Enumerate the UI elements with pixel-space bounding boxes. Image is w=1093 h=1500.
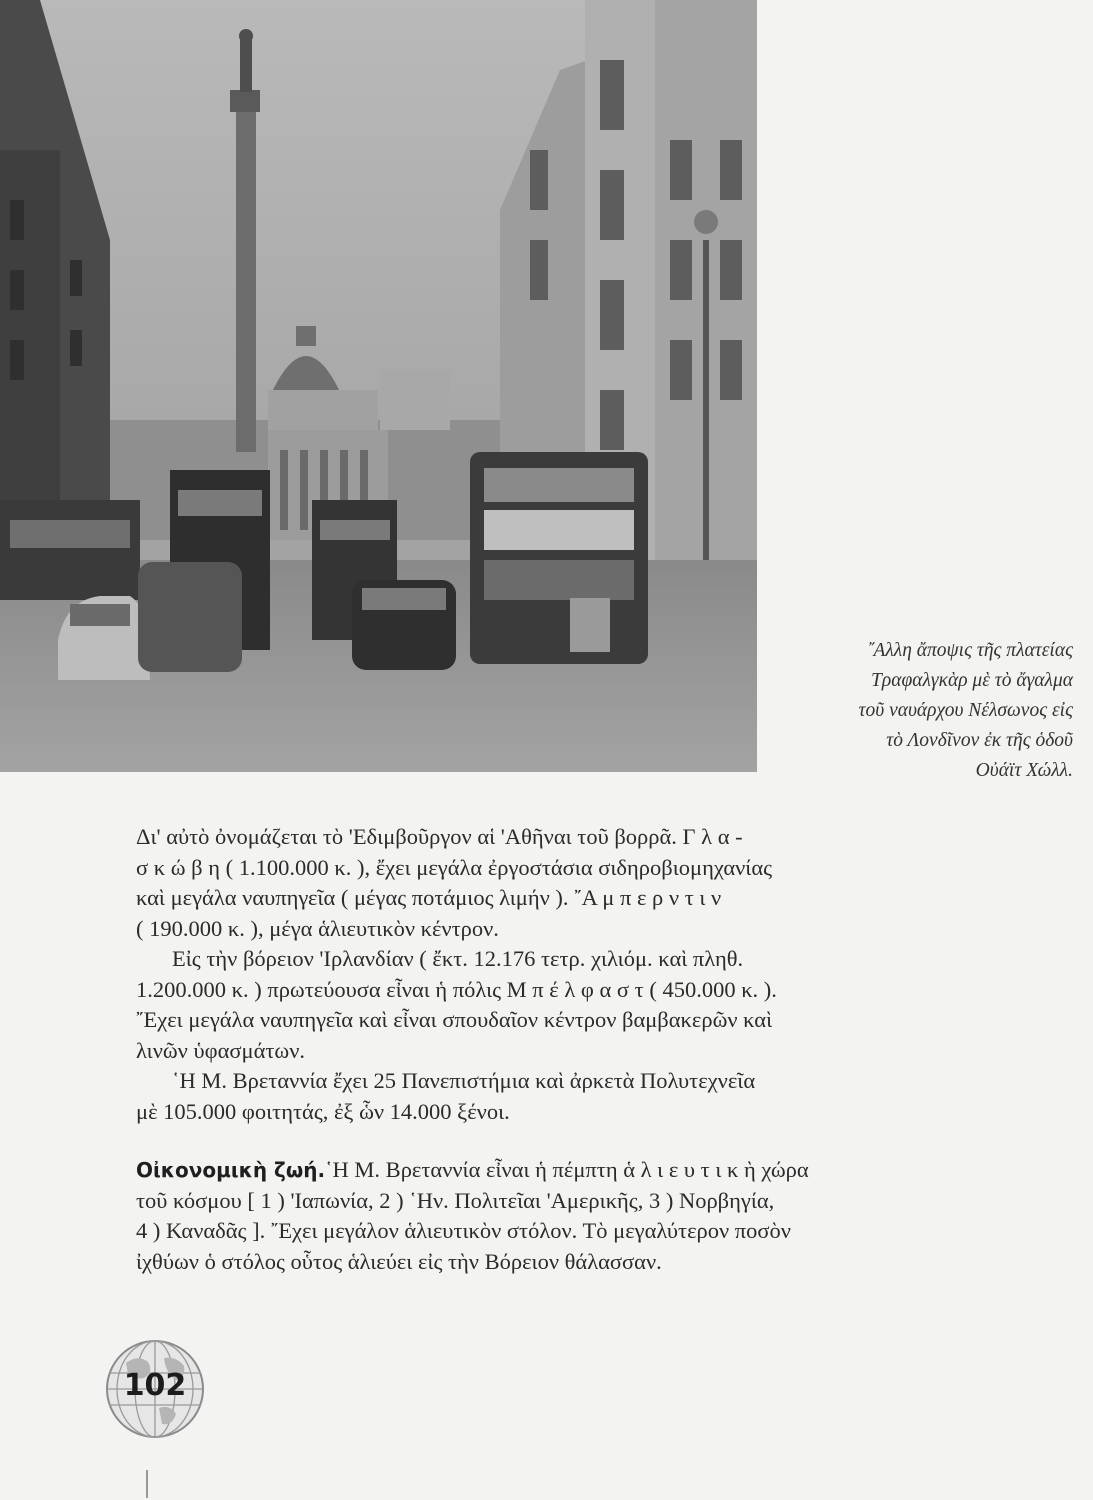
section-line (136, 1155, 956, 1186)
caption-line: τὸ Λονδῖνον ἐκ τῆς ὁδοῦ (886, 730, 1073, 751)
photo-caption (770, 636, 1073, 786)
page-number-badge (104, 1338, 206, 1440)
body-text (136, 822, 956, 1277)
trafalgar-photo (0, 0, 757, 772)
caption-line: Οὐάϊτ Χώλλ. (975, 760, 1073, 781)
text-line: 4 ) Καναδᾶς ]. ῎Εχει μεγάλον ἁλιευτικὸν στόλον. Τὸ μεγαλύτερον ποσὸν (136, 1218, 791, 1243)
trafalgar-photo-illustration (0, 0, 757, 772)
text-line: ῎Εχει μεγάλα ναυπηγεῖα καὶ εἶναι σπουδαῖον κέντρον βαμβακερῶν καὶ (136, 1007, 773, 1032)
caption-line: Τραφαλγκὰρ μὲ τὸ ἄγαλμα (871, 670, 1073, 691)
margin-mark (146, 1470, 148, 1498)
text-line: Δι' αὐτὸ ὀνομάζεται τὸ 'Εδιμβοῦργον αἱ 'Αθῆναι τοῦ βορρᾶ. Γ λ α - (136, 824, 743, 849)
text-line: 1.200.000 κ. ) πρωτεύουσα εἶναι ἡ πόλις Μ π έ λ φ α σ τ ( 450.000 κ. ). (136, 976, 777, 1002)
text-line: καὶ μεγάλα ναυπηγεῖα ( μέγας ποτάμιος λιμήν ). ῎Α μ π ε ρ ν τ ι ν (136, 885, 722, 910)
text-line: σ κ ώ β η ( 1.100.000 κ. ), ἔχει μεγάλα ἐργοστάσια σιδηροβιομηχανίας (136, 854, 773, 880)
text-line: ( 190.000 κ. ), μέγα ἁλιευτικὸν κέντρον. (136, 915, 499, 941)
text-line: Εἰς τὴν βόρειον 'Ιρλανδίαν ( ἔκτ. 12.176 τετρ. χιλιόμ. καὶ πληθ. (172, 946, 744, 971)
text-line: ἰχθύων ὁ στόλος οὗτος ἁλιεύει εἰς τὴν Βόρειον θάλασσαν. (136, 1248, 662, 1274)
page-number: 102 (123, 1368, 187, 1403)
text-line: μὲ 105.000 φοιτητάς, ἐξ ὧν 14.000 ξένοι. (136, 1098, 510, 1124)
caption-line: τοῦ ναυάρχου Νέλσωνος εἰς (858, 700, 1073, 721)
text-line: λινῶν ὑφασμάτων. (136, 1037, 306, 1063)
text-segment: ῾Η Μ. Βρεταννία εἶναι ἡ πέμπτη ἁ λ ι ε υ τ ι κ ὴ χώρα (325, 1157, 809, 1182)
text-line: ῾Η Μ. Βρεταννία ἔχει 25 Πανεπιστήμια καὶ ἀρκετὰ Πολυτεχνεῖα (172, 1068, 756, 1093)
section-heading: Οἰκονομικὴ ζωή. (136, 1158, 326, 1182)
text-line: τοῦ κόσμου [ 1 ) 'Ιαπωνία, 2 ) ῾Ην. Πολιτεῖαι 'Αμερικῆς, 3 ) Νορβηγία, (136, 1187, 775, 1213)
caption-line: ῎Αλλη ἄποψις τῆς πλατείας (866, 640, 1073, 661)
